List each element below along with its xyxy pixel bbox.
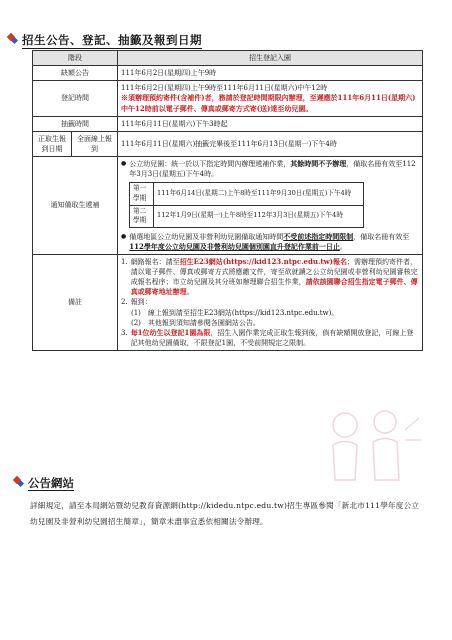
row-value-notify [118,157,423,255]
semester-row [130,183,364,205]
remark-item-1: 1. 網路報名：請至招生E23網站(https://kid123.ntpc.edu.tw)報名；需辦理預約寄件者，請以電子郵件、傳真或郵寄方式將應繳文件，寄至欲就讀之公立幼兒園或非營利幼兒園審核完成報名程序；市立幼兒園及其分班如辦理聯合招生作業，請依該園聯合招生指定電子郵件、傳真或郵寄地址辦理。 [121,256,418,297]
table-row [33,254,423,350]
diamond-bullet-icon [14,477,24,487]
row-value-remark [118,254,423,350]
header-stage: 階段 [33,51,118,66]
row-label-announce: 缺額公告 [33,66,118,81]
semester-period: 112年1月9日(星期一)上午8時至112年3月3日(星期五)下午4時 [154,205,364,227]
row-label-draw: 抽籤時間 [33,116,118,131]
diamond-bullet-icon [8,34,18,44]
remark-item-3: 3. 每1位幼生以登記1園為限，招生入園作業完成正取生報到後，倘有缺額開放登記，可線上登記其他幼兒園備取，不限登記1園，不受前開規定之限制。 [121,327,414,347]
table-row [33,116,423,131]
section-title-schedule: 招生公告、登記、抽籤及報到日期 [22,32,202,48]
register-time: 111年6月2日(星期四)上午9時至111年6月11日(星期六)中午12時 [121,84,328,93]
table-header-row [33,51,423,66]
cartoon-children-watermark-icon [315,400,425,490]
row-value-register [118,81,423,116]
schedule-table [32,50,423,351]
semester-table [129,182,364,227]
semester-row [130,205,364,227]
table-row [33,81,423,116]
table-row [33,66,423,81]
row-label-notify: 通知備取生遞補 [33,157,118,255]
row-label-report-online: 全面線上報到 [72,131,118,156]
bullet-dot-icon: ● [121,160,127,168]
remark-item-2: 2. 報到： [121,298,152,307]
notify-bullet-alternate: ● 備選地區公立幼兒園及非營利幼兒園備取通知時間不受前述指定時間限制，備取名冊有效至112學年度公立幼兒園及非營利幼兒園個別園直升登記作業前一日止。 [121,231,410,251]
remark-item-2-1: (1) 線上報到請至招生E23網站(https://kid123.ntpc.edu.tw)。 [131,308,339,317]
semester-term: 第一學期 [130,183,154,205]
row-value-announce: 111年6月2日(星期四)上午9時 [118,66,423,81]
header-admission: 招生登記入園 [118,51,423,66]
register-note: ※須辦理預約寄件(含補件)者，務請於登記時間期限內辦理，至遲應於111年6月11日(星期六)中午12時前以電子郵件、傳真或郵寄方式寄(送)達至幼兒園。 [121,93,416,113]
section-title-website: 公告網站 [28,475,74,491]
website-paragraph: 詳細規定，請至本局網站暨幼兒教育資源網(http://kidedu.ntpc.edu.tw)招生專區參閱「新北市111學年度公立幼兒園及非營利幼兒園招生簡章」，簡章未盡事宜悉依相關法令辦理。 [30,501,420,526]
row-value-report: 111年6月11日(星期六)抽籤完畢後至111年6月13日(星期一)下午4時 [118,131,423,156]
row-label-remark: 備註 [33,254,118,350]
table-row [33,131,423,156]
table-row [33,157,423,255]
notify-bullet-public: ● 公立幼兒園：統一於以下指定時間內辦理遞補作業，其餘時間不予辦理，備取名冊有效至112年3月3日(星期五)下午4時。 [121,159,416,179]
row-value-draw: 111年6月11日(星期六)下午3時起 [118,116,423,131]
row-label-register: 登記時間 [33,81,118,116]
row-label-report-date: 正取生報到日期 [33,131,72,156]
remark-item-2-2: (2) 其他報到須知請參閱各園網站公告。 [131,318,260,327]
semester-period: 111年6月14日(星期二)上午8時至111年9月30日(星期五)下午4時 [154,183,364,205]
semester-term: 第二學期 [130,205,154,227]
bullet-dot-icon: ● [121,232,127,240]
